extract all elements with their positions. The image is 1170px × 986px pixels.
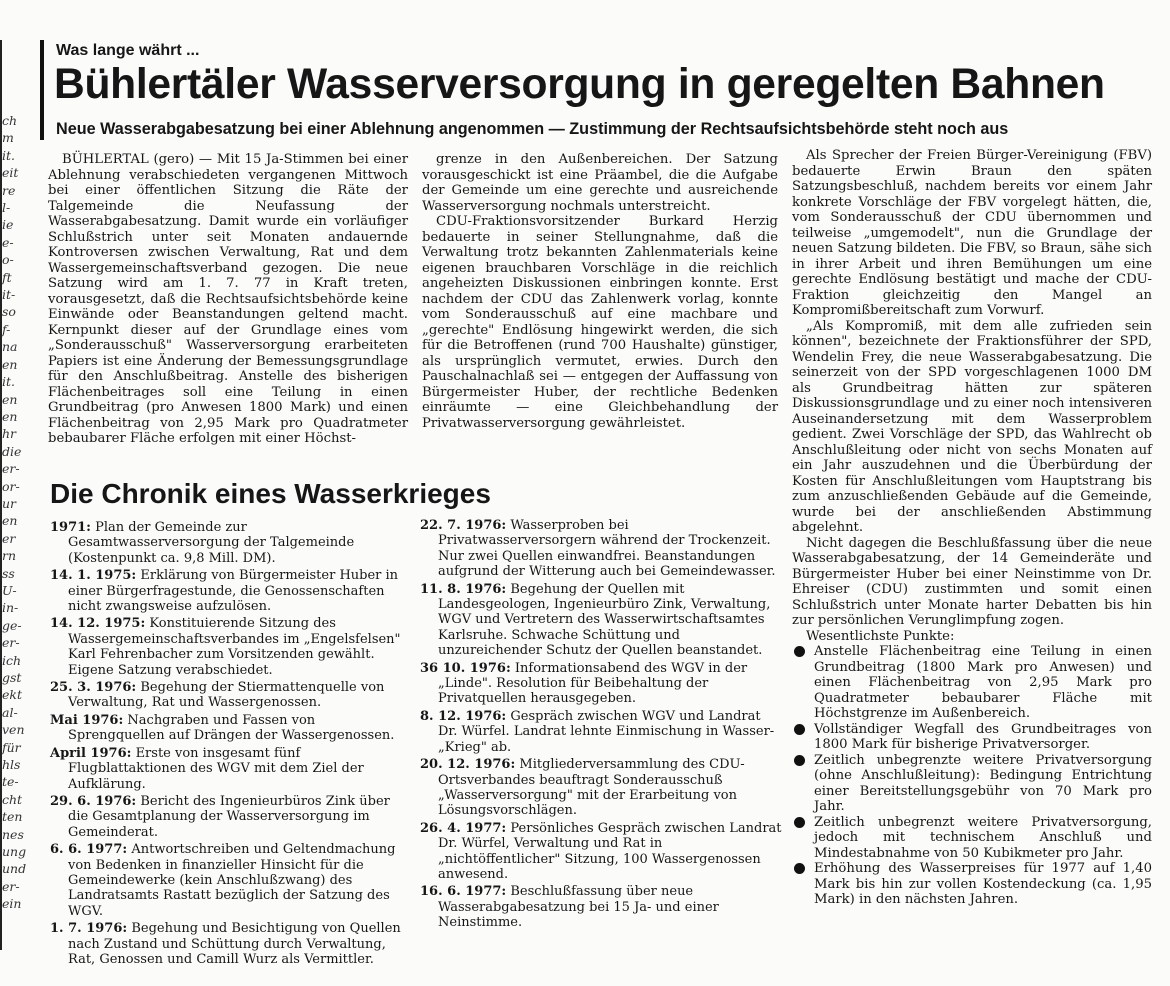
margin-fragment: hr: [2, 426, 17, 442]
article-paragraph: grenze in den Außenbereichen. Der Satzung vorausgeschickt ist eine Präambel, die die Aufgabe der Gemeinde um eine gerechte und ausreichende Wasserversorgung nochmals unterstreicht.: [422, 152, 778, 214]
chronik-entry: [50, 794, 408, 840]
headline: Bühlertäler Wasserversorgung in geregelten Bahnen: [54, 60, 1105, 108]
chronik-entry: [420, 709, 782, 755]
chronik-text: Erklärung von Bürgermeister Huber in einer Bürgerfragestunde, die Genossenschaften nicht zwangsweise aufzulösen.: [68, 568, 399, 615]
margin-fragment: ekt: [2, 687, 22, 703]
kicker: Was lange währt ...: [56, 42, 200, 59]
chronik-entry: [420, 661, 782, 707]
margin-fragment: eit: [2, 165, 19, 181]
margin-fragment: cht: [2, 791, 23, 807]
chronik-text: Antwortschreiben und Geltendmachung von Bedenken in finanzieller Hinsicht für die Gemeindewerke (kein Anschlußzwang) des Landratsamts Rastatt bezüglich der Satzung des WGV.: [68, 842, 396, 919]
margin-fragment: ie: [2, 217, 14, 233]
margin-fragment: re: [2, 182, 16, 198]
margin-fragment: die: [2, 443, 22, 459]
subheadline: Neue Wasserabgabesatzung bei einer Ablehnung angenommen — Zustimmung der Rechtsaufsichtsbehörde steht noch aus: [56, 120, 1009, 138]
article-column-3: [792, 148, 1152, 908]
chronik-text: Erste von insgesamt fünf Flugblattaktionen des WGV mit dem Ziel der Aufklärung.: [68, 745, 364, 792]
headline-bar: [40, 40, 44, 140]
key-point: Anstelle Flächenbeitrag eine Teilung in einen Grundbeitrag (1800 Mark pro Anwesen) und einen Flächenbeitrag von 2,95 Mark pro Quadratmeter bebaubarer Fläche mit Höchstgrenze im Außenbereich.: [792, 644, 1152, 722]
chronik-entry: [50, 616, 408, 678]
chronik-date: 6. 6. 1977:: [50, 842, 128, 858]
margin-fragment: m: [2, 130, 14, 146]
margin-fragment: er-: [2, 878, 20, 894]
key-point: Vollständiger Wegfall des Grundbeitrages von 1800 Mark für bisherige Privatversorger.: [792, 722, 1152, 753]
margin-fragment: rn: [2, 548, 17, 564]
chronik-date: 22. 7. 1976:: [420, 518, 507, 533]
chronik-date: 1. 7. 1976:: [50, 921, 128, 937]
chronik-entry: [50, 842, 408, 919]
chronik-text: Bericht des Ingenieurbüros Zink über die Gesamtplanung der Wasserversorgung im Gemeinderat.: [68, 793, 390, 840]
chronik-date: 1971:: [50, 520, 91, 535]
chronik-date: 16. 6. 1977:: [420, 884, 507, 900]
margin-fragment: ge-: [2, 617, 22, 633]
chronik-date: 36 10. 1976:: [420, 660, 511, 676]
chronik-title: Die Chronik eines Wasserkrieges: [50, 478, 491, 509]
margin-fragment: hls: [2, 757, 21, 773]
points-label: Wesentlichste Punkte:: [806, 628, 955, 644]
chronik-entry: [420, 582, 782, 659]
margin-fragment: ich: [2, 652, 22, 668]
margin-fragment: ch: [2, 113, 18, 128]
margin-fragment: l-: [2, 200, 11, 216]
chronik-text: Begehung der Quellen mit Landesgeologen, Ingenieurbüro Zink, Verwaltung, WGV und Vertretern des Wasserwirtschaftsamtes Karlsruhe. Schwache Schüttung und unzureichender Schutz der Quellen beanstandet.: [438, 581, 771, 659]
key-point: Zeitlich unbegrenzt weitere Privatversorgung, jedoch mit technischem Anschluß und Mindestabnahme von 50 Kubikmeter pro Jahr.: [792, 815, 1152, 862]
chronik-text: Wasserproben bei Privatwasserversorgern während der Trockenzeit. Nur zwei Quellen einwandfrei. Beanstandungen aufgrund der Witterung auch bei Gemeindewasser.: [438, 518, 776, 580]
chronik-date: 29. 6. 1976:: [50, 793, 137, 809]
chronik-date: 26. 4. 1977:: [420, 820, 507, 836]
chronik-text: Nachgraben und Fassen von Sprengquellen auf Drängen der Wassergenossen.: [68, 712, 395, 744]
chronik-date: 14. 1. 1975:: [50, 568, 137, 584]
article-column-1: [48, 152, 408, 447]
chronik-text: Begehung und Besichtigung von Quellen nach Zustand und Schüttung durch Verwaltung, Rat, Genossen und Camill Wurz als Vermittler.: [68, 921, 401, 967]
chronik-text: Informationsabend des WGV in der „Linde". Resolution für Beibehaltung der Privatquellen herausgegeben.: [438, 660, 748, 707]
margin-fragment: en: [2, 391, 18, 407]
chronik-list-right: [420, 518, 782, 933]
chronik-list-left: [50, 520, 408, 969]
chronik-text: Persönliches Gespräch zwischen Landrat Dr. Würfel, Verwaltung und Rat in „nichtöffentlicher" Sitzung, 100 Wassergenossen anwesend.: [438, 820, 782, 882]
margin-fragment: o-: [2, 252, 14, 268]
article-paragraph: CDU-Fraktionsvorsitzender Burkard Herzig bedauerte in seiner Stellungnahme, daß die Verwaltung trotz bekannten Zahlenmaterials keine eigenen brauchbaren Vorschläge in die reichlich angeheizten Diskussionen einbringen konnte. Erst nachdem der CDU das Zahlenwerk vorlag, konnte vom Sonderausschuß auf eine machbare und „gerechte" Endlösung hingewirkt werden, die sich für die Betroffenen (rund 700 Haushalte) günstiger, als ursprünglich vermutet, erwies. Durch den Pauschalnachlaß sei — entgegen der Auffassung von Bürgermeister Huber, der rechtliche Bedenken einräumte — eine Gleichbehandlung der Privatwasserversorgung gewährleistet.: [422, 214, 778, 431]
article-column-2: [422, 152, 778, 431]
chronik-text: Mitgliederversammlung des CDU-Ortsverbandes beauftragt Sonderausschuß „Wasserversorgung" mit der Erarbeitung von Lösungsvorschlägen.: [438, 757, 745, 819]
key-points-list: [792, 644, 1152, 908]
margin-fragment: U-: [2, 582, 17, 598]
margin-fragment: er-: [2, 635, 20, 651]
margin-fragment: in-: [2, 600, 19, 616]
margin-fragment: er: [2, 530, 16, 546]
margin-fragment: te-: [2, 774, 19, 790]
chronik-entry: [420, 518, 782, 580]
chronik-entry: [50, 746, 408, 792]
chronik-entry: [420, 821, 782, 883]
neighbor-column-fragment: [2, 112, 26, 913]
margin-fragment: en: [2, 513, 18, 529]
chronik-entry: [50, 568, 408, 614]
article-paragraph: Als Sprecher der Freien Bürger-Vereinigung (FBV) bedauerte Erwin Braun den späten Satzungsbeschluß, nachdem bereits vor einem Jahr konkrete Vorschläge der FBV vorgelegt hätten, die, vom Sonderausschuß der CDU übernommen und teilweise „umgemodelt", nun die Grundlage der neuen Satzung bildeten. Die FBV, so Braun, sähe sich in ihrer Arbeit und ihren Bemühungen um eine gerechte Endlösung bestätigt und mache der CDU-Fraktion gleichzeitig den Mangel an Kompromißbereitschaft zum Vorwurf.: [792, 148, 1152, 318]
chronik-text: Begehung der Stiermattenquelle von Verwaltung, Rat und Wassergenossen.: [68, 680, 385, 711]
margin-fragment: or-: [2, 478, 20, 494]
chronik-date: Mai 1976:: [50, 712, 124, 728]
chronik-date: 25. 3. 1976:: [50, 680, 137, 696]
margin-fragment: und: [2, 861, 26, 877]
margin-fragment: it.: [2, 147, 15, 163]
article-paragraph: BÜHLERTAL (gero) — Mit 15 Ja-Stimmen bei einer Ablehnung verabschiedeten vergangenen Mittwoch bei einer öffentlichen Sitzung die Räte der Talgemeinde die Neufassung der Wasserabgabesatzung. Damit wurde ein vorläufiger Schlußstrich unter seit Monaten andauernde Kontroversen zwischen Verwaltung, Rat und dem Wassergemeinschaftsverband gezogen. Die neue Satzung wird am 1. 7. 77 in Kraft treten, vorausgesetzt, daß die Rechtsaufsichtsbehörde keine Einwände oder Beanstandungen geltend macht. Kernpunkt dieser auf der Grundlage eines vom „Sonderausschuß" Wasserversorgung erarbeiteten Papiers ist eine Änderung der Bemessungsgrundlage für den Anschlußbeitrag. Anstelle des bisherigen Flächenbeitrages soll eine Teilung in einen Grundbeitrag (pro Anwesen 1800 Mark) und einen Flächenbeitrag von 2,95 Mark pro Quadratmeter bebaubarer Fläche erfolgen mit einer Höchst-: [48, 152, 408, 446]
margin-fragment: e-: [2, 234, 14, 250]
margin-fragment: ung: [2, 844, 26, 860]
chronik-entry: [420, 884, 782, 930]
margin-fragment: er-: [2, 461, 20, 477]
margin-fragment: na: [2, 339, 18, 355]
chronik-date: 20. 12. 1976:: [420, 757, 516, 773]
chronik-entry: [50, 520, 408, 566]
chronik-entry: [50, 680, 408, 711]
margin-fragment: it.: [2, 374, 15, 390]
margin-fragment: nes: [2, 826, 24, 842]
margin-fragment: ven: [2, 722, 25, 738]
key-point: Zeitlich unbegrenzte weitere Privatversorgung (ohne Anschlußleitung): Bedingung Entrichtung einer Bereitstellungsgebühr von 70 Mark pro Jahr.: [792, 753, 1152, 815]
margin-fragment: so: [2, 304, 16, 320]
margin-fragment: en: [2, 408, 18, 424]
chronik-entry: [50, 713, 408, 744]
key-point: Erhöhung des Wasserpreises für 1977 auf 1,40 Mark bis hin zur vollen Kostendeckung (ca. 1,95 Mark) in den nächsten Jahren.: [792, 861, 1152, 908]
chronik-text: Beschlußfassung über neue Wasserabgabesatzung bei 15 Ja- und einer Neinstimme.: [438, 884, 719, 931]
chronik-date: 8. 12. 1976:: [420, 708, 507, 724]
chronik-text: Konstituierende Sitzung des Wassergemeinschaftsverbandes im „Engelsfelsen" Karl Fehrenbacher zum Vorsitzenden gewählt. Eigene Satzung verabschiedet.: [68, 616, 401, 678]
margin-fragment: gst: [2, 670, 22, 685]
margin-fragment: ten: [2, 809, 23, 825]
margin-fragment: al-: [2, 704, 18, 720]
margin-fragment: it-: [2, 287, 16, 303]
margin-fragment: ein: [2, 896, 22, 912]
margin-fragment: f-: [2, 321, 11, 337]
chronik-entry: [50, 921, 408, 967]
margin-fragment: ur: [2, 495, 17, 511]
chronik-date: 14. 12. 1975:: [50, 616, 146, 632]
chronik-text: Plan der Gemeinde zur Gesamtwasserversorgung der Talgemeinde (Kostenpunkt ca. 9,8 Mill. DM).: [68, 520, 355, 566]
chronik-entry: [420, 757, 782, 819]
chronik-date: April 1976:: [50, 745, 132, 761]
chronik-text: Gespräch zwischen WGV und Landrat Dr. Würfel. Landrat lehnte Einmischung in Wasser-„Krieg" ab.: [438, 708, 775, 755]
margin-fragment: ft: [2, 269, 12, 285]
margin-fragment: ss: [2, 565, 15, 581]
article-paragraph: „Als Kompromiß, mit dem alle zufrieden sein können", bezeichnete der Fraktionsführer der SPD, Wendelin Frey, die neue Wasserabgabesatzung. Die seinerzeit von der SPD vorgeschlagenen 1000 DM als Grundbeitrag hätten zur späteren Diskussionsgrundlage und zu einer noch intensiveren Auseinandersetzung mit dem Wasserproblem gedient. Zwei Vorschläge der SPD, das Wahlrecht ob Anschlußleitung oder nicht von sechs Monaten auf ein Jahr auszudehnen und die Überbürdung der Kosten für Anschlußleitungen vom Hauptstrang bis zum anzuschließenden Gebäude auf die Gemeinde, wurde bei der anschließenden Abstimmung abgelehnt.: [792, 318, 1152, 535]
margin-fragment: für: [2, 739, 21, 755]
margin-fragment: en: [2, 356, 18, 372]
chronik-date: 11. 8. 1976:: [420, 581, 507, 597]
article-paragraph: Nicht dagegen die Beschlußfassung über die neue Wasserabgabesatzung, der 14 Gemeinderäte und Bürgermeister Huber bei einer Neinstimme von Dr. Ehreiser (CDU) zustimmten und somit einen Schlußstrich unter Monate harter Debatten bis hin zur persönlichen Verunglimpfung zogen.: [792, 535, 1152, 628]
